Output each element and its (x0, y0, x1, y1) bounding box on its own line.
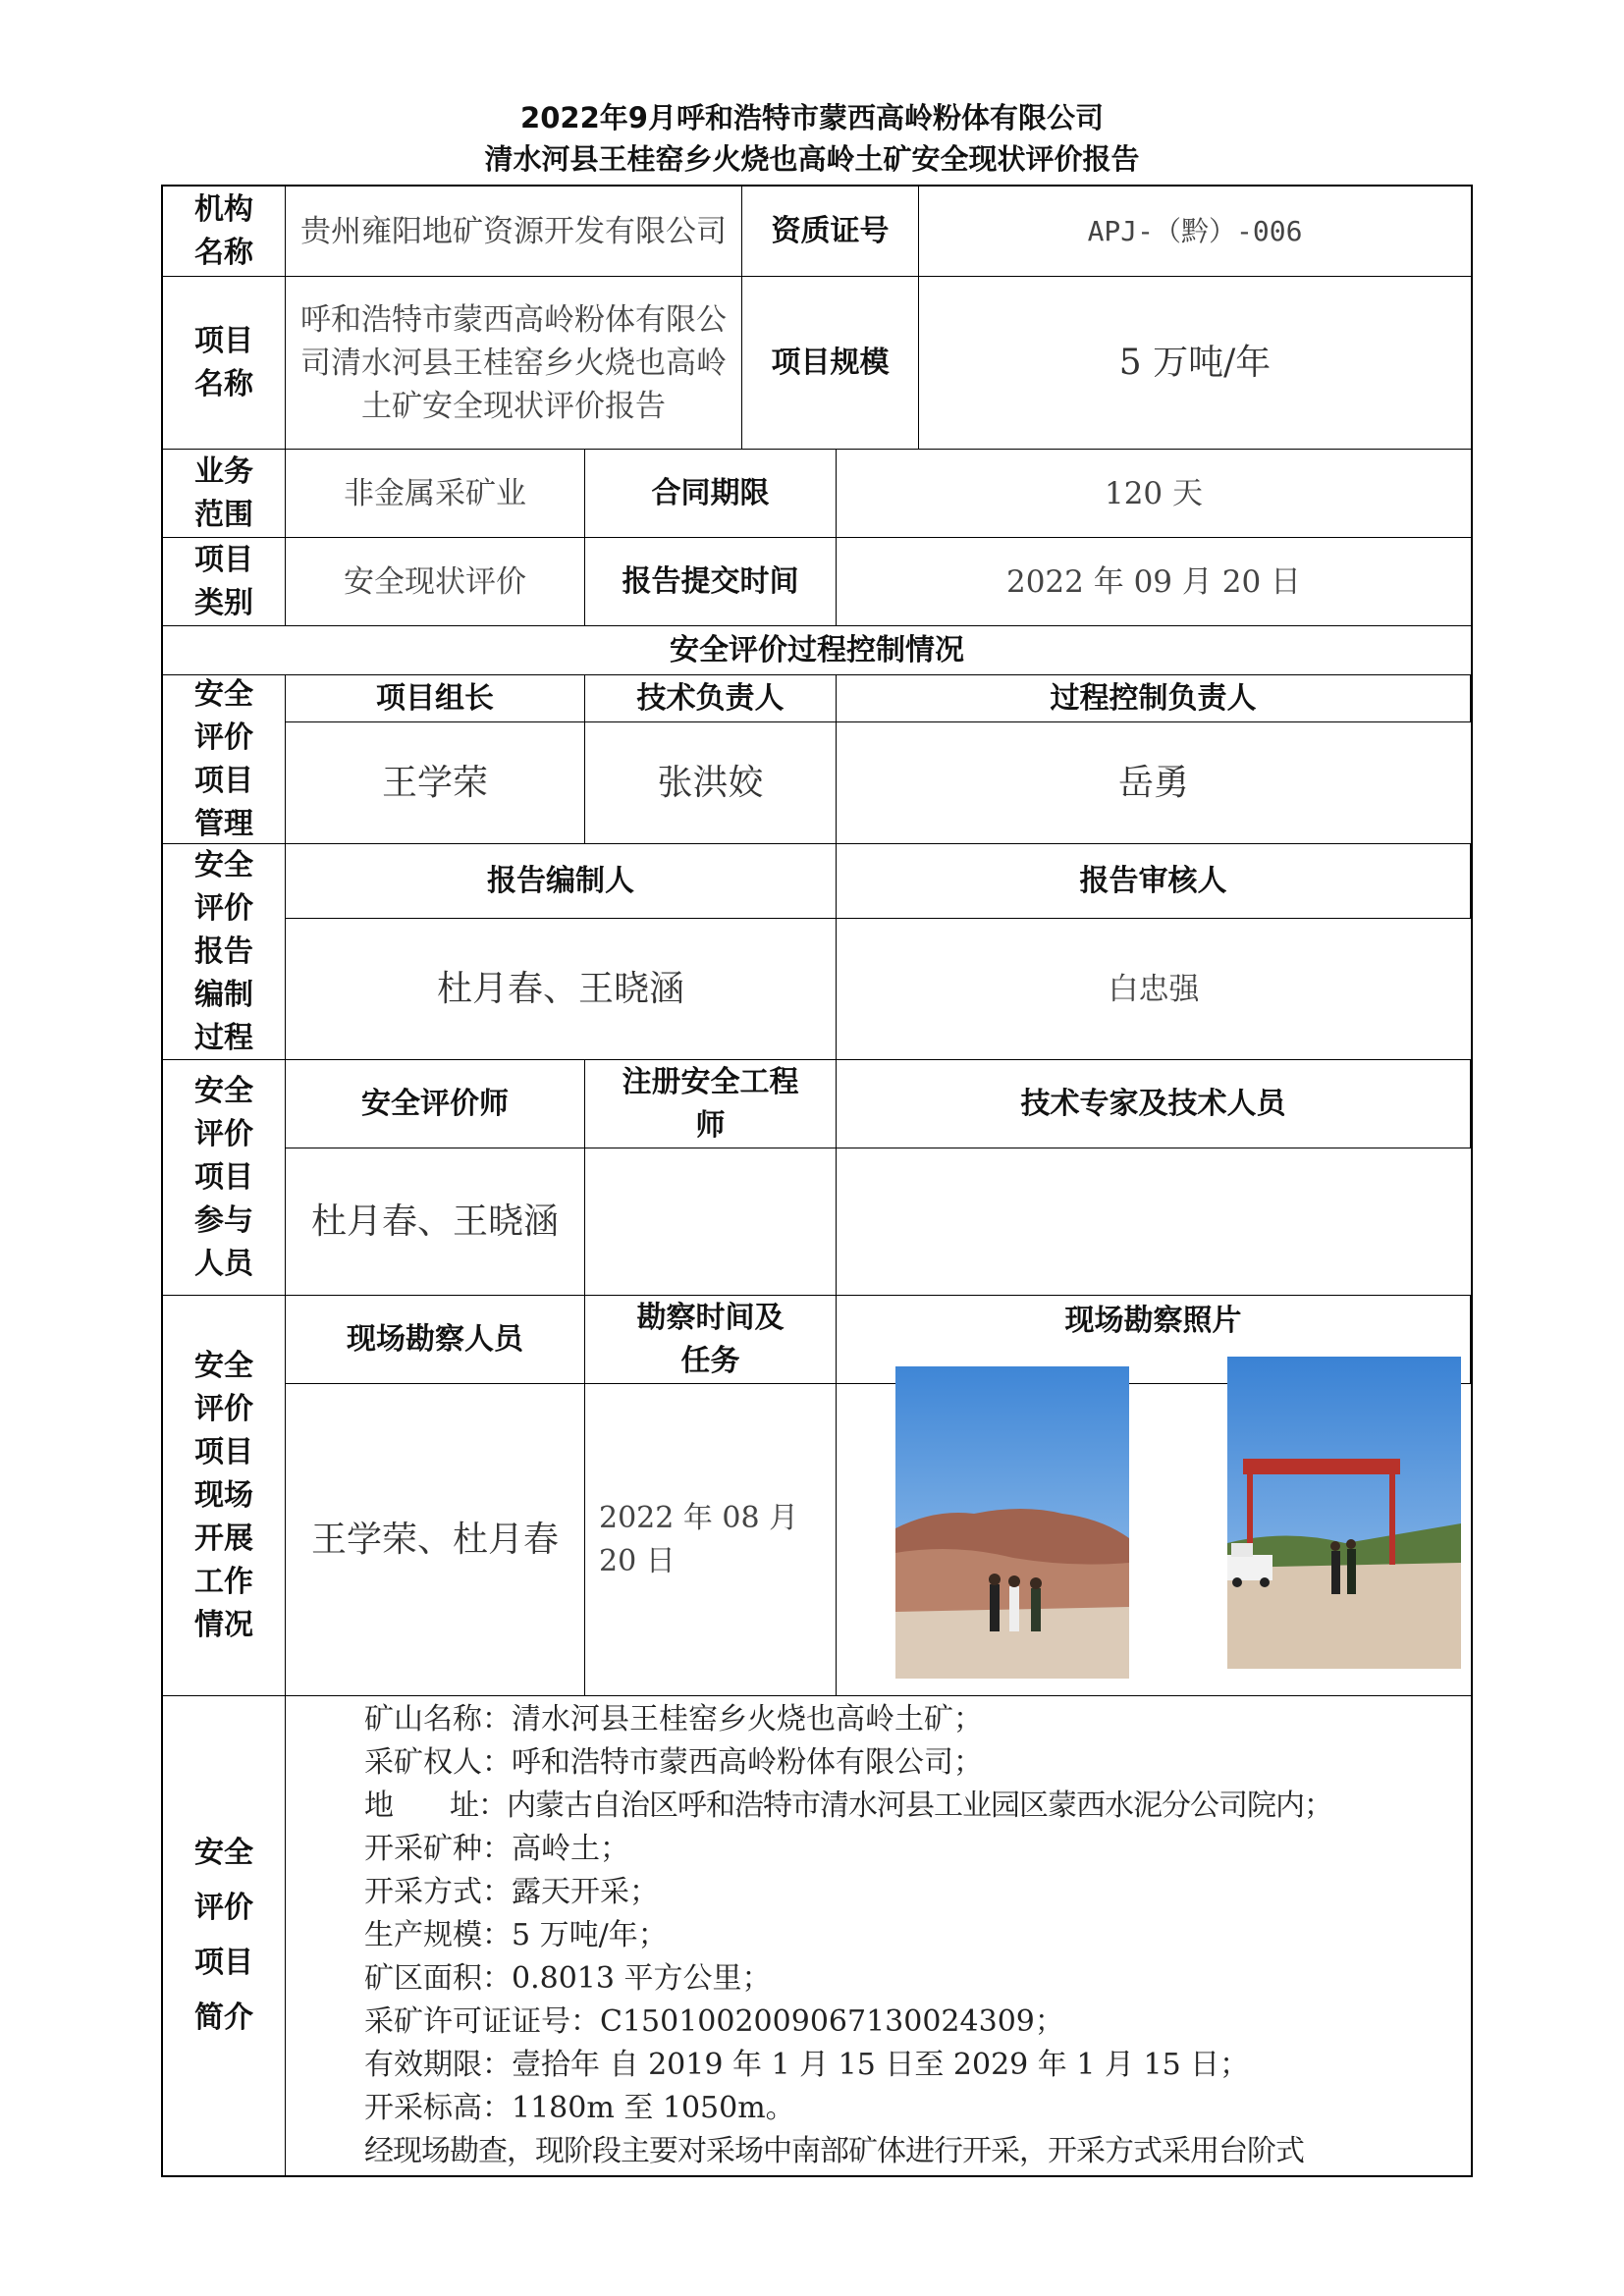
submit-value: 2022 年 09 月 20 日 (1005, 563, 1302, 600)
intro-line: 矿区面积：0.8013 平方公里； (364, 1961, 772, 1996)
project-label: 项目 名称 (163, 277, 286, 449)
participants-v3 (837, 1148, 1471, 1295)
intro-body (286, 1696, 1471, 2175)
row-org (163, 187, 1471, 277)
scale-value: 5 万吨/年 (1118, 342, 1272, 383)
field-label: 安全 评价 项目 现场 开展 工作 情况 (163, 1296, 286, 1695)
intro-line: 开采标高：1180m 至 1050m。 (364, 2091, 795, 2125)
intro-line: 采矿权人：呼和浩特市蒙西高岭粉体有限公司； (364, 1745, 983, 1780)
management-h1: 项目组长 (286, 675, 584, 722)
row-field (163, 1296, 1471, 1696)
project-value: 呼和浩特市蒙西高岭粉体有限公司清水河县王桂窑乡火烧也高岭土矿安全现状评价报告 (286, 277, 742, 449)
intro-line: 矿山名称：清水河县王桂窑乡火烧也高岭土矿； (364, 1702, 983, 1736)
compile-v2: 白忠强 (1108, 971, 1200, 1007)
site-photo-2 (1227, 1357, 1461, 1669)
report-title-line1: 2022年9月呼和浩特市蒙西高岭粉体有限公司 (520, 101, 1104, 134)
field-col-photos (837, 1296, 1471, 1695)
intro-line: 采矿许可证证号：C1501002009067130024309； (364, 2004, 1064, 2039)
field-col-time (585, 1296, 837, 1695)
management-col-process (837, 675, 1471, 843)
participants-label: 安全 评价 项目 参与 人员 (163, 1060, 286, 1295)
intro-line: 开采矿种：高岭土； (364, 1832, 629, 1866)
org-value: 贵州雍阳地矿资源开发有限公司 (286, 187, 742, 276)
management-col-leader (286, 675, 585, 843)
field-v2: 2022 年 08 月 20 日 (599, 1500, 799, 1578)
row-business (163, 450, 1471, 538)
management-h2: 技术负责人 (585, 675, 836, 722)
compile-col-reviewer (837, 844, 1471, 1059)
participants-v1: 杜月春、王晓涵 (310, 1201, 559, 1242)
field-h2: 勘察时间及任务 (585, 1296, 836, 1384)
participants-h2: 注册安全工程师 (585, 1060, 836, 1148)
field-h3: 现场勘察照片 (837, 1296, 1471, 1384)
compile-v1: 杜月春、王晓涵 (436, 968, 684, 1009)
intro-label: 安全 评价 项目 简介 (163, 1696, 286, 2175)
intro-line: 生产规模：5 万吨/年； (364, 1918, 668, 1952)
field-v1: 王学荣、杜月春 (310, 1519, 559, 1560)
participants-h1: 安全评价师 (286, 1060, 584, 1148)
cert-value: APJ-（黔）-006 (1087, 214, 1303, 247)
management-label: 安全 评价 项目 管理 (163, 675, 286, 843)
row-project (163, 277, 1471, 450)
row-compile (163, 844, 1471, 1060)
category-value: 安全现状评价 (286, 538, 585, 625)
participants-h3: 技术专家及技术人员 (837, 1060, 1471, 1148)
business-value: 非金属采矿业 (286, 450, 585, 537)
org-label: 机构 名称 (163, 187, 286, 276)
management-v3: 岳勇 (1117, 762, 1189, 803)
participants-col-experts (837, 1060, 1471, 1295)
participants-col-evaluator (286, 1060, 585, 1295)
submit-label: 报告提交时间 (585, 538, 837, 625)
compile-col-author (286, 844, 837, 1059)
category-label: 项目 类别 (163, 538, 286, 625)
row-management (163, 675, 1471, 844)
contract-label: 合同期限 (585, 450, 837, 537)
row-category (163, 538, 1471, 626)
participants-col-engineer (585, 1060, 837, 1295)
row-participants (163, 1060, 1471, 1296)
participants-v2 (585, 1148, 836, 1295)
row-process-header (163, 626, 1471, 675)
info-table (161, 185, 1473, 2177)
report-title-line2: 清水河县王桂窑乡火烧也高岭土矿安全现状评价报告 (484, 142, 1140, 176)
compile-h1: 报告编制人 (286, 844, 836, 919)
site-photo-1 (895, 1366, 1129, 1679)
compile-h2: 报告审核人 (837, 844, 1471, 919)
field-col-staff (286, 1296, 585, 1695)
management-col-tech (585, 675, 837, 843)
intro-line: 经现场勘查，现阶段主要对采场中南部矿体进行开采，开采方式采用台阶式 (364, 2134, 1304, 2168)
process-header: 安全评价过程控制情况 (670, 632, 964, 667)
contract-value: 120 天 (1104, 475, 1204, 511)
management-v2: 张洪姣 (657, 762, 764, 803)
row-intro (163, 1696, 1471, 2175)
scale-label: 项目规模 (742, 277, 919, 449)
management-h3: 过程控制负责人 (837, 675, 1471, 722)
cert-label: 资质证号 (742, 187, 919, 276)
field-h1: 现场勘察人员 (286, 1296, 584, 1384)
business-label: 业务 范围 (163, 450, 286, 537)
intro-line: 开采方式：露天开采； (364, 1875, 659, 1909)
management-v1: 王学荣 (381, 762, 488, 803)
compile-label: 安全 评价 报告 编制 过程 (163, 844, 286, 1059)
intro-line: 有效期限：壹拾年 自 2019 年 1 月 15 日至 2029 年 1 月 15 日； (364, 2048, 1250, 2082)
intro-line: 地 址：内蒙古自治区呼和浩特市清水河县工业园区蒙西水泥分公司院内； (364, 1789, 1332, 1823)
